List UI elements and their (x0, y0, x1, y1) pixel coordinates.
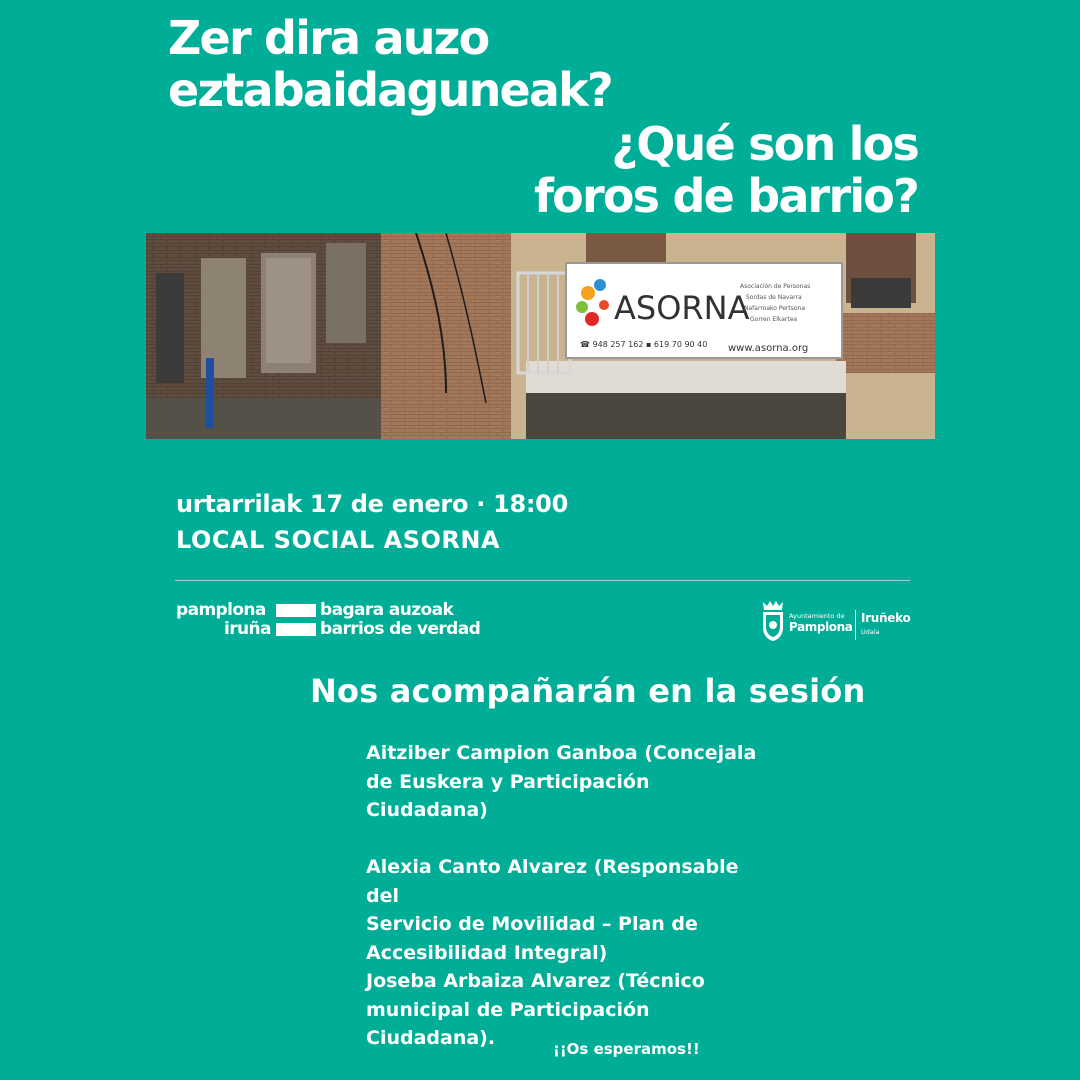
ayuntamiento-city-eu: Iruñeko (861, 611, 911, 625)
speaker-2-line-3: Accesibilidad Integral) (366, 941, 608, 964)
logo-slogan-eu: bagara auzoak (320, 600, 454, 620)
title-spanish-line-2: foros de barrio? (533, 169, 918, 223)
sign-web: www.asorna.org (728, 343, 809, 354)
speaker-3-line-1: Joseba Arbaiza Alvarez (Técnico (366, 970, 705, 992)
speaker-1 (366, 739, 766, 825)
coat-of-arms-icon (760, 600, 786, 642)
logo-separator (855, 610, 856, 640)
building-photo (146, 233, 935, 439)
speaker-1-line-3: Ciudadana) (366, 799, 488, 821)
speaker-1-line-1: Aitziber Campion Ganboa (Concejala (366, 742, 757, 764)
bagara-auzoak-logo (176, 600, 496, 642)
title-spanish (398, 118, 918, 222)
closing-message: ¡¡Os esperamos!! (553, 1040, 700, 1058)
title-basque-line-2: eztabaidaguneak? (168, 63, 612, 117)
speaker-2 (366, 853, 766, 967)
logo-bar-bottom (276, 623, 316, 636)
building-photo-illustration (146, 233, 935, 439)
title-spanish-line-1: ¿Qué son los (611, 117, 918, 171)
logo-city-1: pamplona (176, 600, 266, 620)
logo-slogan-es: barrios de verdad (320, 619, 481, 639)
sign-line-2: Sordas de Navarra (746, 294, 802, 301)
ayuntamiento-udala: Udala (861, 628, 880, 636)
speaker-2-line-1: Alexia Canto Alvarez (Responsable del (366, 856, 739, 907)
session-heading: Nos acompañarán en la sesión (310, 672, 866, 710)
ayuntamiento-label: Ayuntamiento de (789, 612, 845, 620)
sign-line-4: Gorren Elkartea (750, 316, 798, 323)
event-place: LOCAL SOCIAL ASORNA (176, 526, 501, 554)
sign-brand: ASORNA (614, 289, 750, 327)
sign-phone: ☎ 948 257 162 ▪ 619 70 90 40 (580, 340, 708, 349)
ayuntamiento-city: Pamplona (789, 620, 853, 634)
speaker-2-line-2: Servicio de Movilidad – Plan de (366, 913, 698, 935)
speaker-3-line-2: municipal de Participación (366, 998, 650, 1021)
speaker-3-line-3: Ciudadana). (366, 1027, 496, 1049)
event-date-time: urtarrilak 17 de enero · 18:00 (176, 490, 568, 518)
logo-bar-top (276, 604, 316, 617)
title-basque-line-1: Zer dira auzo (168, 11, 489, 65)
ayuntamiento-logo (760, 600, 920, 644)
divider (175, 580, 910, 581)
sign-line-1: Asociación de Personas (740, 283, 811, 290)
title-basque (168, 12, 728, 116)
sign-line-3: Nafarroako Pertsona (744, 305, 806, 312)
speaker-1-line-2: de Euskera y Participación (366, 770, 650, 793)
logo-city-2: iruña (224, 619, 271, 639)
